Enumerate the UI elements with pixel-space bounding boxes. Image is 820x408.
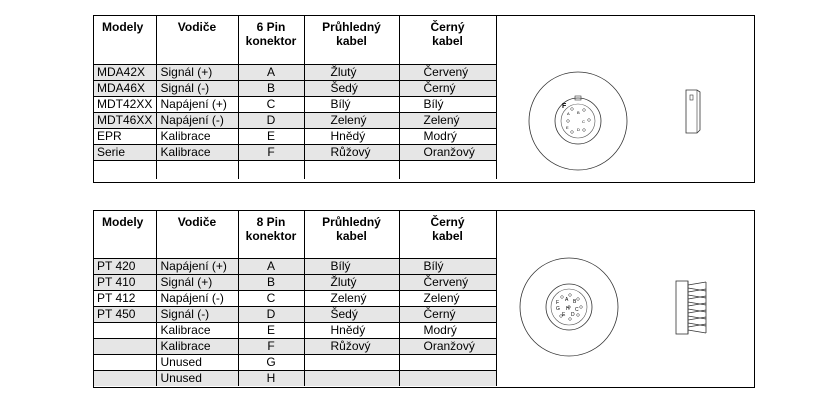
- pin-label: E: [566, 125, 569, 130]
- black-cable-cell: Modrý: [399, 128, 496, 144]
- pin-cell: F: [238, 338, 304, 354]
- pin-label: C: [582, 119, 585, 124]
- model-cell: EPR: [94, 128, 156, 144]
- model-cell: PT 412: [94, 290, 156, 306]
- model-cell: PT 410: [94, 274, 156, 290]
- connector-pin: [571, 131, 574, 134]
- wire-cell: Napájení (+): [156, 96, 238, 112]
- connector-pin: [583, 109, 586, 112]
- clear-cable-cell: Růžový: [304, 144, 399, 160]
- model-cell: MDA46X: [94, 80, 156, 96]
- pin-label: D: [571, 312, 575, 318]
- pin-cell: A: [238, 258, 304, 274]
- black-cable-cell: Oranžový: [399, 338, 496, 354]
- six-pin-wiring-block: [93, 15, 755, 183]
- pin-label: B: [577, 110, 580, 115]
- black-cable-cell: Modrý: [399, 322, 496, 338]
- connector-pin: [588, 119, 591, 122]
- models-header: Modely: [94, 211, 156, 258]
- pin-cell: G: [238, 354, 304, 370]
- wire-header: Vodiče: [156, 16, 238, 64]
- black-cable-cell: Bílý: [399, 96, 496, 112]
- wire-cell: Kalibrace: [156, 322, 238, 338]
- wire-cell: Kalibrace: [156, 128, 238, 144]
- wire-cell: Signál (-): [156, 80, 238, 96]
- clear-cable-cell: Šedý: [304, 80, 399, 96]
- connector-pin: [561, 296, 564, 299]
- connector-pin: [567, 120, 570, 123]
- pin-header: 8 Pin konektor: [238, 211, 304, 258]
- wire-cell: Unused: [156, 370, 238, 386]
- pin-label: F: [562, 103, 567, 110]
- pin-cell: D: [238, 306, 304, 322]
- pin-label: D: [577, 127, 580, 132]
- pin-label: E: [562, 312, 566, 318]
- black-cable-cell: Červený: [399, 274, 496, 290]
- black-cable-cell: Zelený: [399, 112, 496, 128]
- pin-label: C: [575, 307, 579, 313]
- pin-label: A: [565, 297, 569, 303]
- clear-cable-cell: Žlutý: [304, 274, 399, 290]
- model-cell: PT 450: [94, 306, 156, 322]
- wire-cell: Kalibrace: [156, 338, 238, 354]
- wire-cell: Unused: [156, 354, 238, 370]
- pin-cell: D: [238, 112, 304, 128]
- connector-pin: [583, 129, 586, 132]
- clear-cable-cell: Bílý: [304, 96, 399, 112]
- pin-cell: F: [238, 144, 304, 160]
- clear-cable-cell: Hnědý: [304, 322, 399, 338]
- pin-cell: C: [238, 96, 304, 112]
- connector-pin: [577, 298, 580, 301]
- clear-cable-cell: Bílý: [304, 258, 399, 274]
- connector-pin: [569, 318, 572, 321]
- six-pin-connector-drawing: [94, 16, 754, 182]
- eight-pin-wiring-block: [93, 210, 755, 388]
- connector-outer-ring: [529, 72, 627, 170]
- clear-cable-cell: Hnědý: [304, 128, 399, 144]
- clear-cable-cell: Zelený: [304, 112, 399, 128]
- pin-label: A: [567, 111, 570, 116]
- pin-header: 6 Pin konektor: [238, 16, 304, 64]
- black-cable-cell: Černý: [399, 80, 496, 96]
- pin-label: F: [556, 300, 560, 306]
- wire-cell: Kalibrace: [156, 144, 238, 160]
- model-cell: MDT46XX: [94, 112, 156, 128]
- black-cable-cell: Černý: [399, 306, 496, 322]
- black-cable-header: Černý kabel: [399, 16, 496, 64]
- black-cable-cell: Bílý: [399, 258, 496, 274]
- clear-cable-cell: Šedý: [304, 306, 399, 322]
- wire-cell: Napájení (+): [156, 258, 238, 274]
- wire-header: Vodiče: [156, 211, 238, 258]
- wire-cell: Napájení (-): [156, 290, 238, 306]
- connector-side-view-threaded: [676, 281, 706, 334]
- connector-pin: [577, 314, 580, 317]
- black-cable-cell: Oranžový: [399, 144, 496, 160]
- wire-cell: Napájení (-): [156, 112, 238, 128]
- pin-cell: H: [238, 370, 304, 386]
- clear-cable-cell: Žlutý: [304, 64, 399, 80]
- connector-side-view: [686, 90, 700, 133]
- wire-cell: Signál (+): [156, 64, 238, 80]
- wire-cell: Signál (-): [156, 306, 238, 322]
- clear-cable-cell: Růžový: [304, 338, 399, 354]
- pin-label: B: [573, 299, 577, 305]
- black-cable-cell: Červený: [399, 64, 496, 80]
- pin-label: G: [556, 306, 560, 312]
- pin-cell: E: [238, 322, 304, 338]
- model-cell: MDA42X: [94, 64, 156, 80]
- connector-pin: [580, 306, 583, 309]
- pin-label: H: [566, 306, 570, 312]
- wire-cell: Signál (+): [156, 274, 238, 290]
- clear-cable-cell: Zelený: [304, 290, 399, 306]
- models-header: Modely: [94, 16, 156, 64]
- clear-cable-header: Průhledný kabel: [304, 211, 399, 258]
- model-cell: PT 420: [94, 258, 156, 274]
- clear-cable-header: Průhledný kabel: [304, 16, 399, 64]
- pin-cell: B: [238, 274, 304, 290]
- model-cell: Serie: [94, 144, 156, 160]
- pin-cell: A: [238, 64, 304, 80]
- eight-pin-connector-drawing: [94, 211, 754, 387]
- connector-pin: [569, 294, 572, 297]
- pin-cell: E: [238, 128, 304, 144]
- pin-cell: C: [238, 290, 304, 306]
- pin-cell: B: [238, 80, 304, 96]
- model-cell: MDT42XX: [94, 96, 156, 112]
- black-cable-cell: Zelený: [399, 290, 496, 306]
- connector-pin: [571, 108, 574, 111]
- black-cable-header: Černý kabel: [399, 211, 496, 258]
